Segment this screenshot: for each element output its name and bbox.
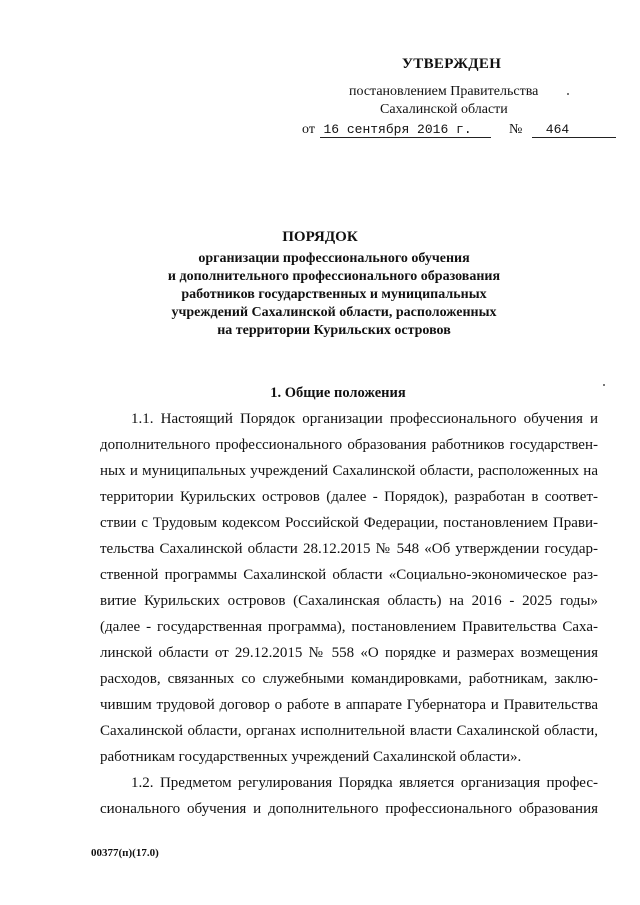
paragraph-line: витие Курильских островов (Сахалинская область) на 2016 - 2025 годы» — [100, 593, 598, 609]
approval-date-line — [302, 122, 616, 138]
scan-speck — [567, 93, 569, 95]
order-subtitle — [0, 250, 640, 340]
paragraph-line: чившим трудовой договор о работе в аппарате Губернатора и Правительства — [100, 697, 598, 713]
approval-region-line: Сахалинской области — [380, 102, 508, 117]
scan-speck — [603, 384, 605, 386]
order-subtitle-line: учреждений Сахалинской области, расположенных — [171, 305, 497, 320]
order-subtitle-line: и дополнительного профессионального образования — [167, 269, 501, 284]
approval-date-prefix: от — [302, 122, 315, 137]
approval-number: 464 — [532, 122, 616, 138]
paragraph-line: ственной программы Сахалинской области «Социально-экономическое раз- — [100, 567, 598, 583]
paragraph-line: 1.1. Настоящий Порядок организации профессионального обучения и — [131, 411, 598, 427]
paragraph-line: территории Курильских островов (далее - Порядок), разработан в соответ- — [100, 489, 598, 505]
paragraph-line: ных и муниципальных учреждений Сахалинской области, расположенных на — [100, 463, 598, 479]
paragraph-line: сионального обучения и дополнительного профессионального образования — [100, 801, 598, 817]
order-title: ПОРЯДОК — [282, 229, 358, 245]
paragraph-line: Сахалинской области, органах исполнительной власти Сахалинской области, — [100, 723, 598, 739]
paragraph-line: тельства Сахалинской области 28.12.2015 № 548 «Об утверждении государ- — [100, 541, 598, 557]
order-subtitle-line: организации профессионального обучения — [198, 251, 470, 266]
approval-authority-line: постановлением Правительства — [349, 84, 539, 99]
order-subtitle-line: на территории Курильских островов — [217, 323, 451, 338]
paragraph-line: 1.2. Предметом регулирования Порядка является организация профес- — [131, 775, 598, 791]
section-heading: 1. Общие положения — [270, 385, 406, 401]
document-code: 00377(п)(17.0) — [91, 847, 159, 859]
approval-title: УТВЕРЖДЕН — [402, 56, 502, 72]
approval-date: 16 сентября 2016 г. — [320, 122, 491, 138]
approval-number-sign: № — [508, 122, 523, 137]
paragraph-line: линской области от 29.12.2015 № 558 «О порядке и размерах возмещения — [100, 645, 598, 661]
paragraph-line: дополнительного профессионального образования работников государствен- — [100, 437, 598, 453]
paragraph-line: расходов, связанных со служебными командировками, работникам, заклю- — [100, 671, 598, 687]
paragraph-line: ствии с Трудовым кодексом Российской Федерации, постановлением Прави- — [100, 515, 598, 531]
body-text — [100, 406, 598, 822]
paragraph-line: работникам государственных учреждений Сахалинской области». — [100, 749, 522, 765]
paragraph-line: (далее - государственная программа), постановлением Правительства Саха- — [100, 619, 598, 635]
order-subtitle-line: работников государственных и муниципальных — [181, 287, 487, 302]
